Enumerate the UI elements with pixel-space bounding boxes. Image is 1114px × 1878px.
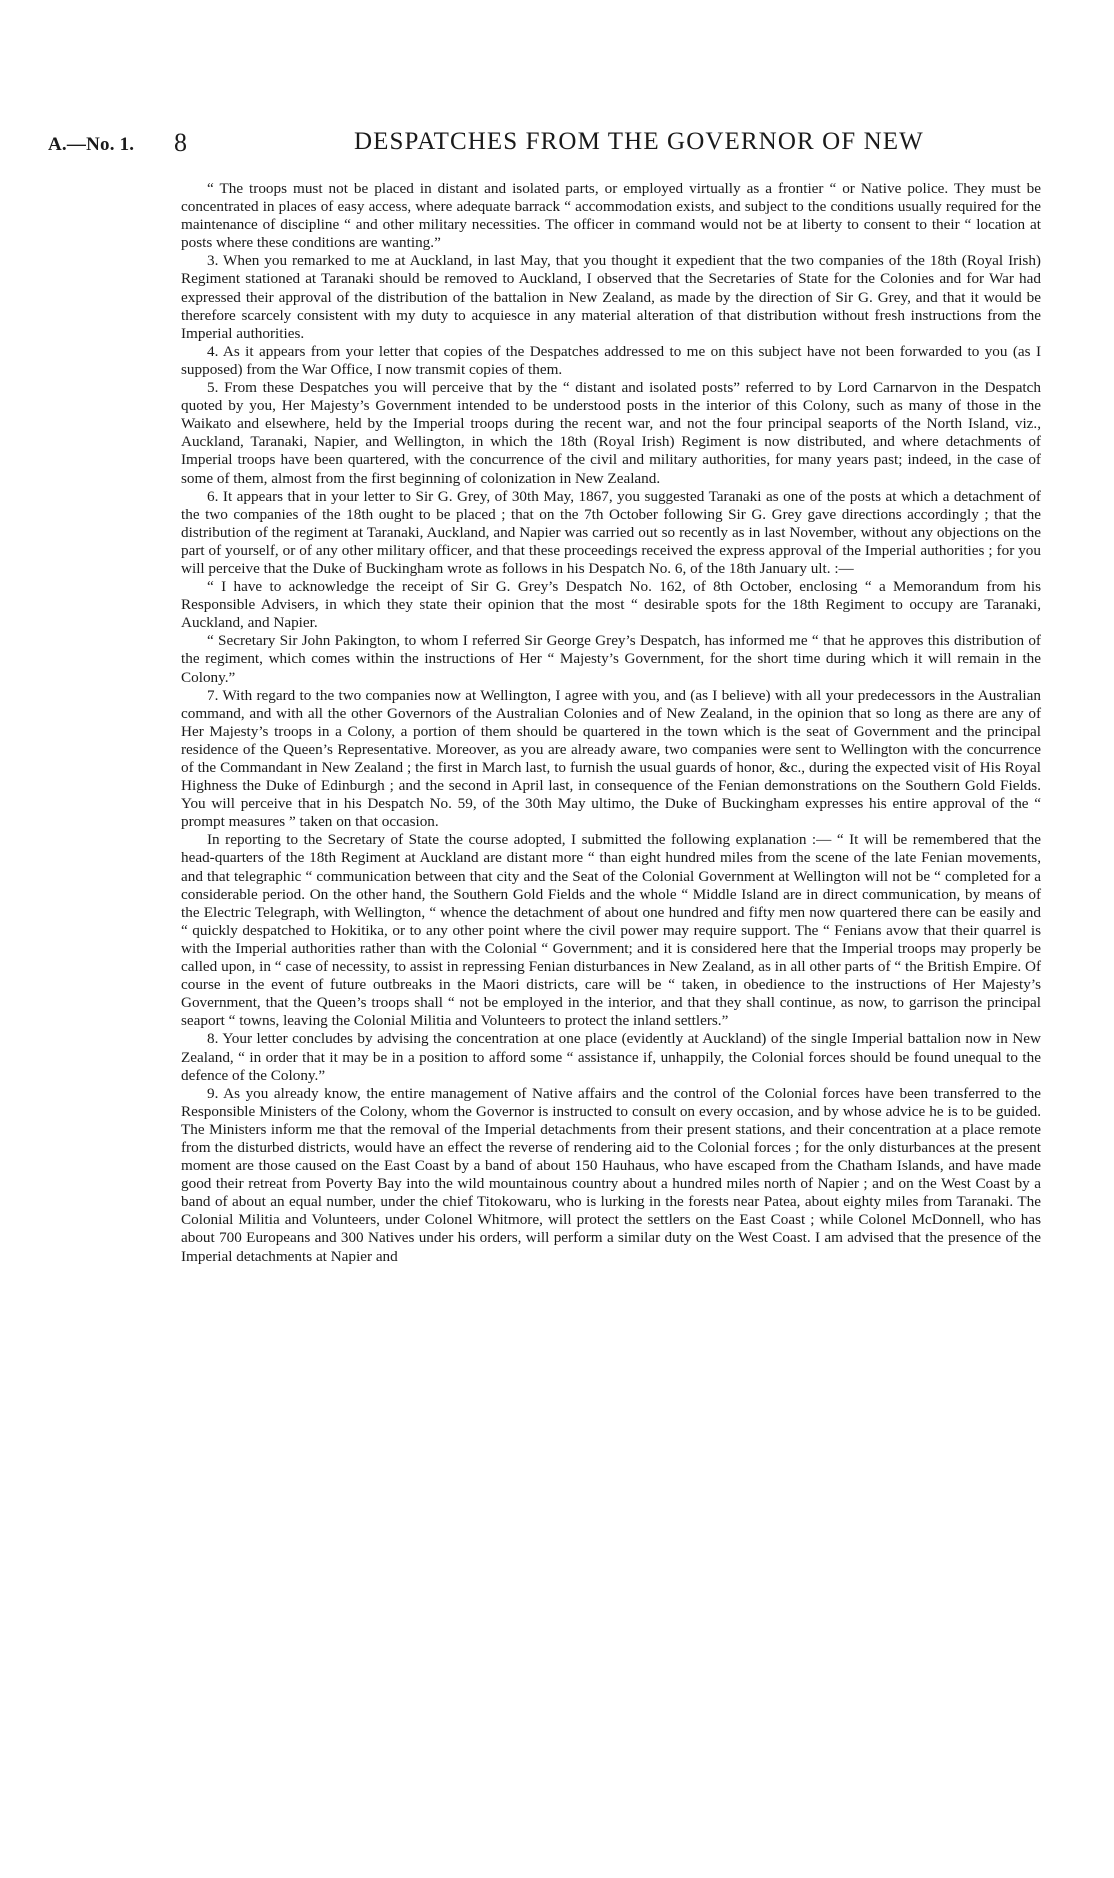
- running-title: DESPATCHES FROM THE GOVERNOR OF NEW: [354, 128, 924, 155]
- paragraph-quote-buckingham-1: “ I have to acknowledge the receipt of Sir G. Grey’s Despatch No. 162, of 8th October, enclosing “ a Memorandum from his Responsible Advisers, in which they state their opinion that the most “ desirable spots for the 18th Regiment to occupy are Taranaki, Auckland, and Napier.: [181, 578, 1041, 632]
- paragraph-quote-buckingham-2: “ Secretary Sir John Pakington, to whom I referred Sir George Grey’s Despatch, has informed me “ that he approves this distribution of the regiment, which comes within the instructions of Her “ Majesty’s Government, for the short time during which it will remain in the Colony.”: [181, 632, 1041, 686]
- paragraph-explanation: In reporting to the Secretary of State the course adopted, I submitted the following explanation :— “ It will be remembered that the head-quarters of the 18th Regiment at Auckland are distant more “ than eight hundred miles from the scene of the late Fenian movements, and that telegraphic “ communication between that city and the Seat of the Colonial Government at Wellington will not be “ completed for a considerable period. On the other hand, the Southern Gold Fields and the whole “ Middle Island are in direct communication, by means of the Electric Telegraph, with Wellington, “ whence the detachment of about one hundred and fifty men now quartered there can be easily and “ quickly despatched to Hokitika, or to any other point where the civil power may require support. The “ Fenians avow that their quarrel is with the Imperial authorities rather than with the Colonial “ Government; and it is considered here that the Imperial troops may properly be called upon, in “ case of necessity, to assist in repressing Fenian disturbances in New Zealand, as in all other parts of “ the British Empire. Of course in the event of future outbreaks in the Maori districts, care will be “ taken, in obedience to the instructions of Her Majesty’s Government, that the Queen’s troops shall “ not be employed in the interior, and that they shall continue, as now, to garrison the principal seaport “ towns, leaving the Colonial Militia and Volunteers to protect the inland settlers.”: [181, 831, 1041, 1030]
- paragraph-4: 4. As it appears from your letter that copies of the Despatches addressed to me on this subject have not been forwarded to you (as I supposed) from the War Office, I now transmit copies of them.: [181, 342, 1041, 378]
- paragraph-8: 8. Your letter concludes by advising the concentration at one place (evidently at Auckland) of the single Imperial battalion now in New Zealand, “ in order that it may be in a position to afford some “ assistance if, unhappily, the Colonial forces should be found unequal to the defence of the Colony.”: [181, 1030, 1041, 1084]
- paragraph-5: 5. From these Despatches you will perceive that by the “ distant and isolated posts” referred to by Lord Carnarvon in the Despatch quoted by you, Her Majesty’s Government intended to be understood posts in the interior of this Colony, such as many of those in the Waikato and elsewhere, held by the Imperial troops during the recent war, and not the four principal seaports of the North Island, viz., Auckland, Taranaki, Napier, and Wellington, in which the 18th (Royal Irish) Regiment is now distributed, and where detachments of Imperial troops have been quartered, with the concurrence of the civil and military authorities, for many years past; indeed, in the case of some of them, almost from the first beginning of colonization in New Zealand.: [181, 379, 1041, 487]
- paragraph-quote-lord-carnarvon: “ The troops must not be placed in distant and isolated parts, or employed virtually as a frontier “ or Native police. They must be concentrated in places of easy access, where adequate barrack “ accommodation exists, and subject to the conditions usually required for the maintenance of discipline “ and other military necessities. The officer in command would not be at liberty to consent to their “ location at posts where these conditions are wanting.”: [181, 180, 1041, 252]
- body-text: [181, 180, 1041, 1266]
- paragraph-9: 9. As you already know, the entire management of Native affairs and the control of the Colonial forces have been transferred to the Responsible Ministers of the Colony, whom the Governor is instructed to consult on every occasion, and by whose advice he is to be guided. The Ministers inform me that the removal of the Imperial detachments from their present stations, and their concentration at a place remote from the disturbed districts, would have an effect the reverse of rendering aid to the Colonial forces ; for the only disturbances at the present moment are those caused on the East Coast by a band of about 150 Hauhaus, who have escaped from the Chatham Islands, and have made good their retreat from Poverty Bay into the wild mountainous country about a hundred miles north of Napier ; and on the West Coast by a band of about an equal number, under the chief Titokowaru, who is lurking in the forests near Patea, about eighty miles from Taranaki. The Colonial Militia and Volunteers, under Colonel Whitmore, will protect the settlers on the East Coast ; while Colonel McDonnell, who has about 700 Europeans and 300 Natives under his orders, will perform a similar duty on the West Coast. I am advised that the presence of the Imperial detachments at Napier and: [181, 1084, 1041, 1265]
- paragraph-3: 3. When you remarked to me at Auckland, in last May, that you thought it expedient that the two companies of the 18th (Royal Irish) Regiment stationed at Taranaki should be removed to Auckland, I observed that the Secretaries of State for the Colonies and for War had expressed their approval of the distribution of the battalion in New Zealand, as made by the direction of Sir G. Grey, and that it would be therefore scarcely consistent with my duty to acquiesce in any material alteration of that distribution without fresh instructions from the Imperial authorities.: [181, 252, 1041, 342]
- page-number: 8: [174, 128, 187, 157]
- paragraph-7: 7. With regard to the two companies now at Wellington, I agree with you, and (as I believe) with all your predecessors in the Australian command, and with all the other Governors of the Australian Colonies and of New Zealand, in the opinion that so long as there are any of Her Majesty’s troops in a Colony, a portion of them should be quartered in the town which is the seat of Government and the principal residence of the Queen’s Representative. Moreover, as you are already aware, two companies were sent to Wellington with the concurrence of the Commandant in New Zealand ; the first in March last, to furnish the usual guards of honor, &c., during the expected visit of His Royal Highness the Duke of Edinburgh ; and the second in April last, in consequence of the Fenian demonstrations on the Southern Gold Fields. You will perceive that in his Despatch No. 59, of the 30th May ultimo, the Duke of Buckingham expresses his entire approval of the “ prompt measures ” taken on that occasion.: [181, 686, 1041, 831]
- page-header: [48, 128, 1058, 164]
- series-label: A.—No. 1.: [48, 134, 135, 155]
- paragraph-6: 6. It appears that in your letter to Sir G. Grey, of 30th May, 1867, you suggested Taranaki as one of the posts at which a detachment of the two companies of the 18th ought to be placed ; that on the 7th October following Sir G. Grey gave directions accordingly ; that the distribution of the regiment at Taranaki, Auckland, and Napier was carried out so recently as in last November, without any objections on the part of yourself, or of any other military officer, and that these proceedings received the express approval of the Imperial authorities ; for you will perceive that the Duke of Buckingham wrote as follows in his Despatch No. 6, of the 18th January ult. :—: [181, 487, 1041, 577]
